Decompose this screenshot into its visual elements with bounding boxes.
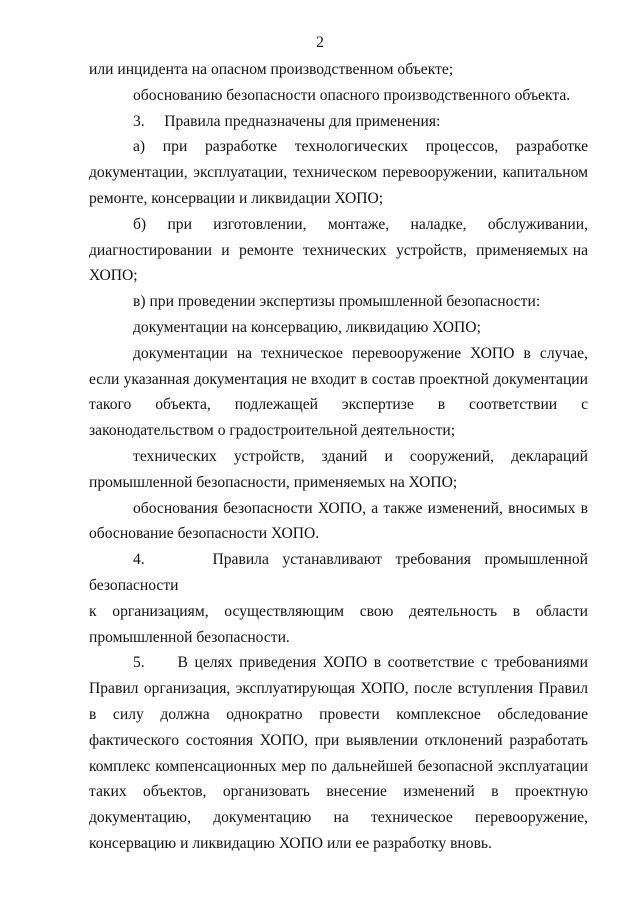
paragraph-devices-buildings: технических устройств, зданий и сооружений, деклараций промышленной безопасности, применяемых на ХОПО; xyxy=(89,447,588,491)
paragraph-conservation-docs: документации на консервацию, ликвидацию ХОПО; xyxy=(133,318,481,336)
paragraph-continuation: или инцидента на опасном производственном объекте; xyxy=(89,61,454,78)
page-number: 2 xyxy=(316,34,324,51)
paragraph-safety-justification: обоснования безопасности ХОПО, а также изменений, вносимых в обоснование безопасности ХОПО. xyxy=(89,499,588,543)
paragraph-item-4: 4. Правила устанавливают требования промышленной безопасности к организациям, осуществляющим свою деятельность в области промышленной безопасности. xyxy=(89,551,588,646)
document-body xyxy=(89,57,588,857)
paragraph-item-3a: а) при разработке технологических процессов, разработке документации, эксплуатации, техническом перевооружении, капитальном ремонте, консервации и ликвидации ХОПО; xyxy=(89,138,588,207)
paragraph-justification: обоснованию безопасности опасного производственного объекта. xyxy=(133,86,571,104)
paragraph-item-3: 3. Правила предназначены для применения: xyxy=(133,112,441,130)
paragraph-item-5: 5. В целях приведения ХОПО в соответствие с требованиями Правил организация, эксплуатирующая ХОПО, после вступления Правил в силу должна однократно провести комплексное обследование фактического состояния ХОПО, при выявлении отклонений разработать комплекс компенсационных мер по дальнейшей безопасной эксплуатации таких объектов, организовать внесение изменений в проектную документацию, документацию на техническое перевооружение, консервацию и ликвидацию ХОПО или ее разработку вновь. xyxy=(89,654,588,852)
paragraph-reequipment-docs: документации на техническое перевооружение ХОПО в случае, если указанная документация не входит в состав проектной документации такого объекта, подлежащей экспертизе в соответствии с законодательством о градостроительной деятельности; xyxy=(89,344,588,440)
paragraph-item-3b: б) при изготовлении, монтаже, наладке, обслуживании, диагностировании и ремонте технических устройств, применяемых на ХОПО; xyxy=(89,215,588,285)
paragraph-item-3c: в) при проведении экспертизы промышленной безопасности: xyxy=(133,293,541,311)
